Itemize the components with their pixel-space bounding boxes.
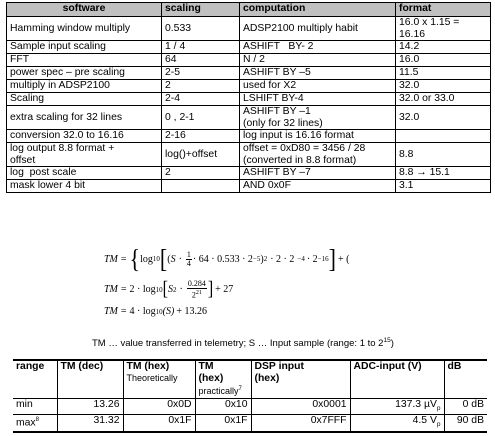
formula-dot: · 2	[306, 253, 318, 265]
adc-sub: p	[436, 421, 441, 429]
footnote-8: 8	[35, 417, 39, 424]
cell-format: 11.5	[396, 67, 491, 80]
header-software: software	[7, 3, 162, 17]
cell-computation: ASHIFT BY –7	[240, 167, 396, 180]
cell-software: power spec – pre scaling	[7, 67, 162, 80]
frac-den-base: 2	[191, 290, 196, 300]
cell-db: 90 dB	[444, 415, 487, 432]
cell-format: 32.0	[396, 106, 491, 130]
table-row	[13, 415, 487, 432]
format-line-2: 16.16	[399, 28, 426, 40]
bracket-close: ]	[207, 278, 214, 300]
cell-format: 8.8 → 15.1	[396, 167, 491, 180]
dot: ·	[179, 284, 183, 296]
cell-scaling: 1 / 4	[162, 41, 240, 54]
header-dsp-label: DSP input	[254, 361, 304, 372]
brace-open: {	[129, 248, 141, 274]
cell-tm-dec: 31.32	[57, 415, 123, 432]
paren-close: )	[260, 253, 264, 265]
cell-tm-hex: 0x0D	[123, 398, 195, 415]
formula-plus: + 27	[215, 284, 234, 296]
formula-body: · 64 · 0.533 · 2	[192, 253, 253, 265]
cell-software: FFT	[7, 54, 162, 67]
fraction	[186, 251, 192, 268]
formula-coef: 4 · log	[129, 306, 156, 317]
cell-computation: ASHIFT BY- 2	[240, 41, 396, 54]
cell-db: 0 dB	[444, 398, 487, 415]
header-range: range	[13, 360, 57, 398]
bracket-open: [	[159, 248, 168, 274]
cell-format	[396, 130, 491, 143]
table-row	[7, 80, 491, 93]
cell-format: 16.0	[396, 54, 491, 67]
formula-tail: · 2 · 2	[270, 253, 295, 265]
cell-range	[13, 415, 57, 432]
header-adc-input: ADC-input (V)	[350, 360, 444, 398]
frac-den	[191, 289, 203, 300]
cell-scaling: 2	[162, 167, 240, 180]
table-row	[7, 54, 491, 67]
cell-scaling: log()+offset	[162, 143, 240, 167]
table-row	[7, 106, 491, 130]
cell-software: mask lower 4 bit	[7, 180, 162, 193]
frac-num: 0.284	[187, 279, 206, 288]
cell-tm-dec: 13.26	[57, 398, 123, 415]
header-format: format	[396, 3, 491, 17]
table-row	[13, 398, 487, 415]
header-tm-hex-label: TM (hex)	[126, 361, 170, 372]
cell-scaling	[162, 180, 240, 193]
header-computation: computation	[240, 3, 396, 17]
adc-sub: p	[436, 404, 441, 412]
formula-sq: 2	[172, 285, 177, 294]
cell-computation: used for X2	[240, 80, 396, 93]
cell-format: 32.0 or 33.0	[396, 93, 491, 106]
header-tm-hex	[123, 360, 195, 398]
formula-sq: 2	[263, 255, 268, 263]
cell-dsp-input: 0x0001	[251, 398, 350, 415]
formula-1	[104, 248, 350, 274]
formula-plus: + (	[337, 253, 350, 265]
header-db: dB	[444, 360, 487, 398]
cell-tm-hex-practical: 0x1F	[195, 415, 251, 432]
formula-exp: −16	[317, 255, 329, 263]
adc-value: 137.3 µV	[395, 398, 437, 410]
cell-adc-input	[350, 398, 444, 415]
software-line-1: log output 8.8 format +	[10, 143, 115, 154]
frac-den-exp: 21	[195, 290, 202, 296]
range-label: max	[16, 417, 36, 429]
computation-line-2: (only for 32 lines)	[243, 117, 323, 129]
cell-computation: N / 2	[240, 54, 396, 67]
cell-computation	[240, 106, 396, 130]
cell-scaling: 64	[162, 54, 240, 67]
cell-computation: LSHIFT BY-4	[240, 93, 396, 106]
formula-coef: 2 · log	[129, 284, 156, 296]
header-tm-label: TM	[198, 361, 214, 372]
bracket-close: ]	[328, 248, 336, 274]
header-scaling: scaling	[162, 3, 240, 17]
formula-lhs: TM	[104, 253, 118, 265]
cell-software: Hamming window multiply	[7, 17, 162, 41]
formula-base: 10	[155, 307, 163, 316]
table-row	[7, 93, 491, 106]
formula-base: 10	[152, 255, 160, 263]
scaling-table-header	[7, 3, 491, 17]
cell-software: multiply in ADSP2100	[7, 80, 162, 93]
table-row	[7, 143, 491, 167]
cell-scaling: 0.533	[162, 17, 240, 41]
cell-scaling: 2-4	[162, 93, 240, 106]
footnote-7: 7	[238, 386, 242, 392]
header-hex-label: (hex)	[198, 372, 224, 384]
formula-s: S	[170, 253, 176, 265]
table-row	[7, 130, 491, 143]
cell-dsp-input: 0x7FFF	[251, 415, 350, 432]
header-dsp-hex: (hex)	[254, 372, 280, 384]
software-line-2: offset	[10, 154, 36, 166]
header-tm-hex-sub: Theoretically	[126, 372, 178, 383]
cell-format: 32.0	[396, 80, 491, 93]
cell-scaling: 2-5	[162, 67, 240, 80]
formula-lhs: TM	[104, 306, 118, 317]
range-table-header	[13, 360, 487, 398]
cell-computation: log input is 16.16 format	[240, 130, 396, 143]
caption-close: )	[390, 338, 394, 350]
computation-line-1: ASHIFT BY –1	[243, 106, 311, 117]
legend-caption	[92, 337, 394, 349]
cell-scaling: 2-16	[162, 130, 240, 143]
cell-format: 14.2	[396, 41, 491, 54]
bracket-open: [	[162, 278, 168, 300]
caption-exponent: 15	[383, 337, 391, 344]
cell-scaling: 0 , 2-1	[162, 106, 240, 130]
cell-scaling: 2	[162, 80, 240, 93]
cell-computation: ASHIFT BY –5	[240, 67, 396, 80]
formula-base: 10	[155, 285, 163, 294]
formula-3	[104, 306, 207, 317]
formula-block	[104, 248, 495, 328]
practically-text: practically	[198, 386, 239, 396]
header-practically	[199, 384, 248, 396]
formula-s: (S)	[162, 306, 175, 317]
cell-adc-input	[350, 415, 444, 432]
formula-exp: −5	[252, 255, 261, 263]
caption-text: TM … value transferred in telemetry; S … Input sample (range: 1 to 2	[92, 338, 384, 350]
scaling-table	[6, 2, 491, 193]
formula-eq: =	[120, 284, 127, 296]
frac-num: 1	[186, 249, 191, 259]
formula-lhs: TM	[104, 284, 118, 296]
cell-software: extra scaling for 32 lines	[7, 106, 162, 130]
frac-den: 4	[186, 258, 191, 268]
fraction	[187, 280, 207, 300]
header-tm-dec: TM (dec)	[57, 360, 123, 398]
table-row	[7, 67, 491, 80]
range-table	[13, 359, 487, 433]
cell-format	[396, 17, 491, 41]
cell-format: 8.8	[396, 143, 491, 167]
formula-log: log	[140, 253, 153, 265]
table-row	[7, 17, 491, 41]
formula-exp: −4	[297, 255, 305, 263]
formula-plus: + 13.26	[176, 306, 207, 317]
cell-software: Sample input scaling	[7, 41, 162, 54]
table-row	[7, 41, 491, 54]
dot: ·	[178, 253, 182, 265]
table-row	[7, 167, 491, 180]
cell-software: log post scale	[7, 167, 162, 180]
formula-2	[104, 280, 233, 300]
cell-software	[7, 143, 162, 167]
cell-software: conversion 32.0 to 16.16	[7, 130, 162, 143]
header-tm-hex-practical	[195, 360, 251, 398]
formula-s: S	[167, 284, 173, 296]
table-row	[7, 180, 491, 193]
cell-computation: ADSP2100 multiply habit	[240, 17, 396, 41]
formula-eq: =	[120, 253, 127, 265]
cell-computation	[240, 143, 396, 167]
format-line-1: 16.0 x 1.15 =	[399, 17, 460, 28]
cell-format: 3.1	[396, 180, 491, 193]
cell-range: min	[13, 398, 57, 415]
header-dsp-input	[251, 360, 350, 398]
adc-value: 4.5 V	[412, 415, 437, 427]
paren-open: (	[167, 253, 171, 265]
cell-tm-hex: 0x1F	[123, 415, 195, 432]
formula-eq: =	[120, 306, 127, 317]
computation-line-2: (converted in 8.8 format)	[243, 154, 357, 166]
cell-computation: AND 0x0F	[240, 180, 396, 193]
cell-software: Scaling	[7, 93, 162, 106]
computation-line-1: offset = 0xD80 = 3456 / 28	[243, 143, 366, 154]
cell-tm-hex-practical: 0x10	[195, 398, 251, 415]
